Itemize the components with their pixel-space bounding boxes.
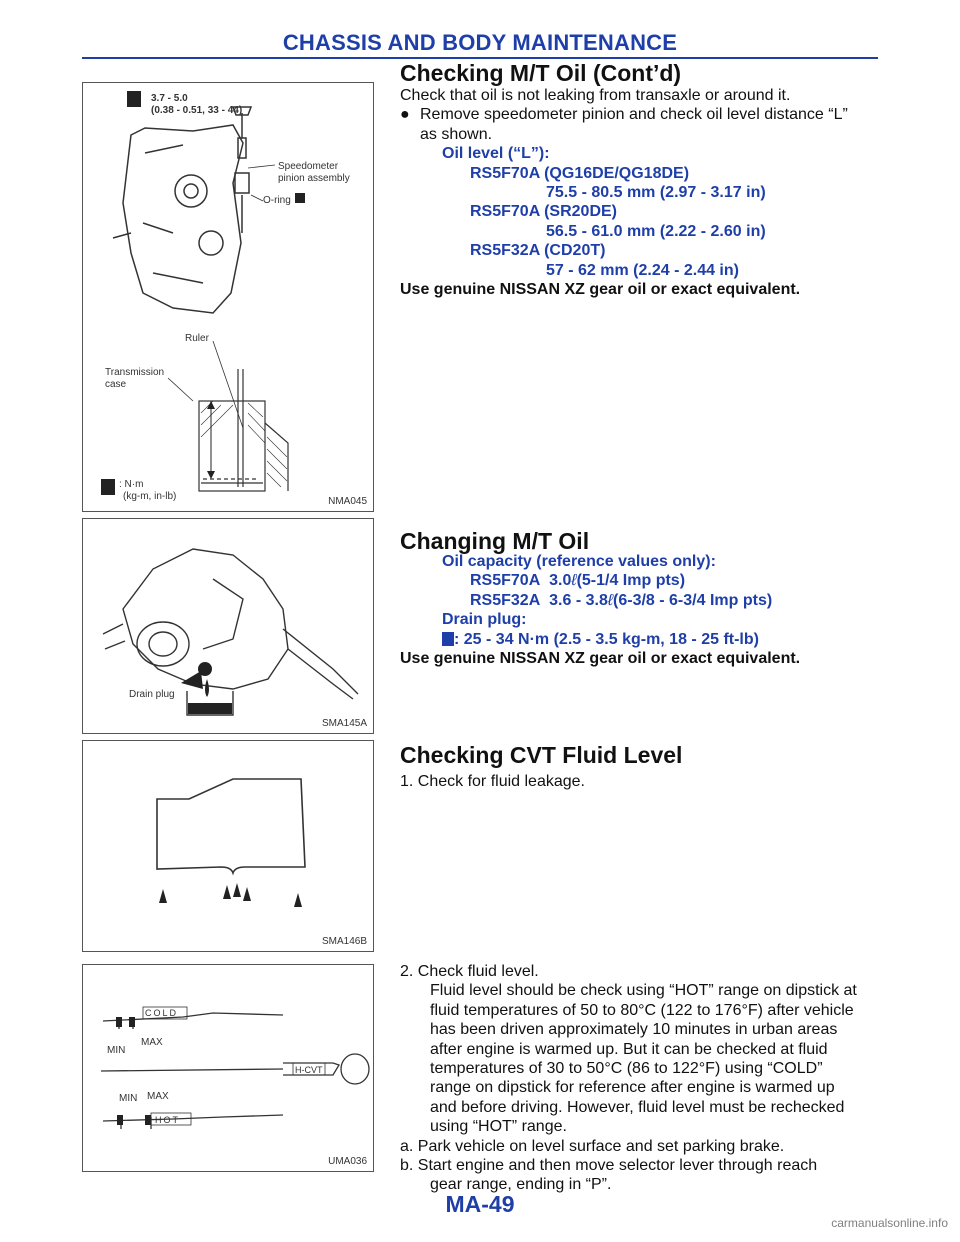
fig-label-torque: 3.7 - 5.0	[151, 93, 188, 104]
cvt-step-b-cont: gear range, ending in “P”.	[430, 1176, 612, 1194]
page-title: Checking M/T Oil (Cont’d)	[400, 60, 682, 86]
cvt-step1: 1. Check for fluid leakage.	[400, 773, 585, 790]
fluid-drop-icon	[159, 889, 167, 903]
fig-label-cold: COLD	[145, 1008, 179, 1018]
mt-check-text	[400, 86, 860, 299]
dipstick-drawing	[83, 965, 373, 1171]
fig-label-drain: Drain plug	[129, 689, 175, 700]
mt-note: Use genuine NISSAN XZ gear oil or exact equivalent.	[400, 281, 801, 299]
bullet-icon: ●	[400, 106, 410, 124]
fig-label-unit: : N·m	[119, 479, 144, 490]
torque-wrench-icon	[442, 632, 454, 646]
cvt-step2-line: Fluid level should be check using “HOT” range on dipstick at	[430, 982, 857, 1000]
fig-label-case-sub: case	[105, 379, 127, 390]
drain-plug-drawing	[83, 519, 373, 733]
fig-label-hcvt: H-CVT	[295, 1065, 323, 1075]
liter-icon: ℓ	[571, 572, 577, 590]
section-title-changing: Changing M/T Oil	[400, 528, 590, 554]
fig-label-max: MAX	[141, 1037, 163, 1048]
drain-torque: : 25 - 34 N·m (2.5 - 3.5 kg-m, 18 - 25 ft-lb)	[400, 630, 870, 649]
drain-label: Drain plug:	[442, 611, 527, 629]
mt-change-text	[400, 552, 870, 668]
figure-id: UMA036	[328, 1156, 367, 1167]
fig-label-hot: HOT	[155, 1115, 180, 1125]
figure-dipstick	[82, 964, 374, 1172]
chapter-header: CHASSIS AND BODY MAINTENANCE	[282, 30, 678, 55]
watermark[interactable]: carmanualsonline.info	[831, 1216, 948, 1230]
cvt-step2-line: fluid temperatures of 50 to 80°C (122 to 176°F) after vehicle	[430, 1001, 854, 1019]
header-rule	[82, 57, 878, 59]
spec2-model: RS5F70A (SR20DE)	[470, 203, 618, 221]
oil-level-label: Oil level (“L”):	[442, 145, 550, 163]
liter-icon: ℓ	[607, 591, 614, 609]
mt-change-note: Use genuine NISSAN XZ gear oil or exact equivalent.	[400, 650, 801, 668]
transaxle-drawing	[83, 83, 373, 511]
page-number: MA-49	[445, 1191, 515, 1217]
x-mark-icon	[295, 193, 305, 203]
drain-plug-icon	[198, 662, 212, 676]
fig-label-ruler: Ruler	[185, 333, 209, 344]
figure-transaxle-oil-level	[82, 82, 374, 512]
cvt-housing-drawing	[83, 741, 373, 951]
cvt-step2-line: has been driven approximately 10 minutes in urban areas	[430, 1021, 838, 1039]
fig-label-speedometer: Speedometer	[278, 161, 339, 172]
torque-wrench-icon	[101, 479, 115, 495]
spec1-model: RS5F70A (QG16DE/QG18DE)	[470, 164, 690, 182]
cvt-step-b: b. Start engine and then move selector lever through reach	[400, 1157, 818, 1175]
figure-id: SMA146B	[321, 936, 367, 947]
capacity-row-1: RS5F70A 3.0ℓ(5-1/4 Imp pts)	[470, 572, 686, 590]
fig-label-pinion: pinion assembly	[278, 173, 350, 184]
fig-label-min: MIN	[119, 1093, 138, 1104]
capacity-label: Oil capacity (reference values only):	[442, 553, 716, 570]
cvt-step2: 2. Check fluid level.	[400, 963, 539, 980]
fluid-drop-icon	[294, 893, 302, 907]
mt-bullet: ● Remove speedometer pinion and check oil level distance “L”	[400, 106, 848, 124]
capacity-row-2: RS5F32A 3.6 - 3.8ℓ(6-3/8 - 6-3/4 Imp pts)	[470, 591, 773, 609]
cvt-step-a: a. Park vehicle on level surface and set parking brake.	[400, 1137, 785, 1155]
spec2-value: 56.5 - 61.0 mm (2.22 - 2.60 in)	[546, 222, 766, 240]
oil-drop-icon	[205, 679, 209, 697]
fluid-drop-icon	[243, 887, 251, 901]
section-title-cvt: Checking CVT Fluid Level	[400, 742, 683, 768]
fig-label-case: Transmission	[105, 367, 165, 378]
fig-label-oring: O-ring	[263, 195, 291, 206]
figure-id: NMA045	[328, 496, 367, 507]
fluid-drop-icon	[223, 885, 231, 899]
fig-label-unit-sub: (kg-m, in-lb)	[123, 491, 177, 502]
cvt-step2-line: using “HOT” range.	[430, 1118, 567, 1136]
torque-wrench-icon	[127, 91, 141, 107]
spec1-value: 75.5 - 80.5 mm (2.97 - 3.17 in)	[546, 184, 766, 202]
fig-label-min: MIN	[107, 1045, 126, 1056]
cvt-step2-line: and before driving. However, fluid level must be rechecked	[430, 1098, 845, 1116]
mt-intro: Check that oil is not leaking from transaxle or around it.	[400, 87, 791, 104]
spec3-value: 57 - 62 mm (2.24 - 2.44 in)	[546, 261, 739, 279]
mt-bullet-cont: as shown.	[420, 125, 493, 143]
figure-id: SMA145A	[321, 718, 367, 729]
cvt-step2-line: after engine is warmed up. But it can be checked at fluid	[430, 1040, 828, 1058]
fluid-drop-icon	[233, 883, 241, 897]
fig-label-torque-sub: (0.38 - 0.51, 33 - 44)	[151, 105, 243, 116]
fig-label-max: MAX	[147, 1091, 169, 1102]
cvt-step2-line: range on dipstick for reference after engine is warmed up	[430, 1079, 835, 1097]
figure-cvt-leak	[82, 740, 374, 952]
cvt-step2-line: temperatures of 30 to 50°C (86 to 122°F) using “COLD”	[430, 1060, 823, 1078]
cvt-step2-block	[400, 962, 860, 1195]
spec3-model: RS5F32A (CD20T)	[470, 242, 606, 260]
figure-drain-plug	[82, 518, 374, 734]
